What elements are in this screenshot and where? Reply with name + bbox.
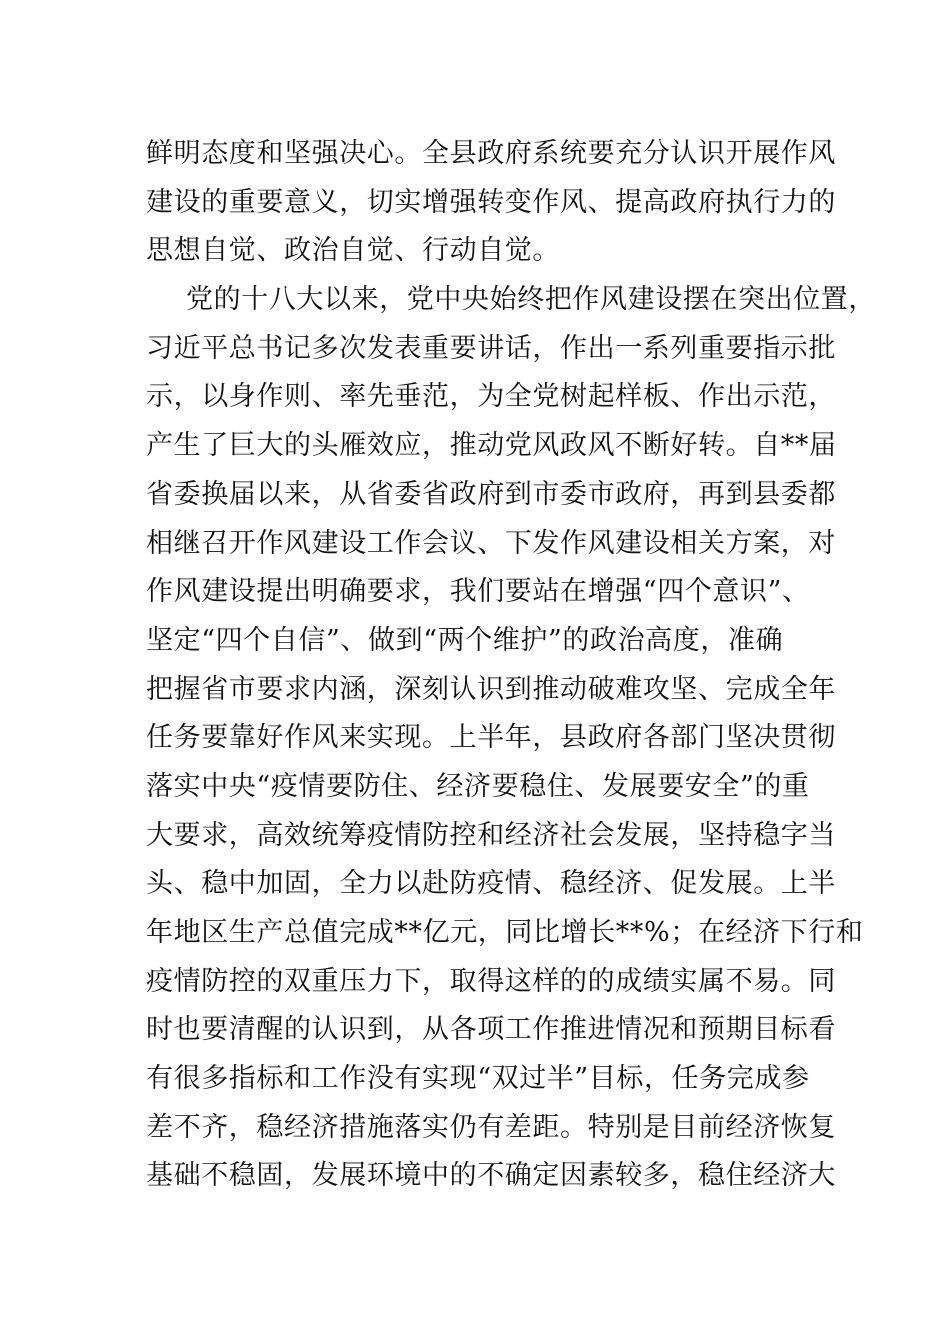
text-line: 疫情防控的双重压力下，取得这样的的成绩实属不易。同 <box>146 965 836 997</box>
text-line: 落实中央“疫情要防住、经济要稳住、发展要安全”的重 <box>146 770 810 802</box>
text-line: 思想自觉、政治自觉、行动自觉。 <box>146 235 560 267</box>
text-line: 产生了巨大的头雁效应，推动党风政风不断好转。自**届 <box>146 430 837 462</box>
text-line: 省委换届以来，从省委省政府到市委市政府，再到县委都 <box>146 478 836 510</box>
text-line: 基础不稳固，发展环境中的不确定因素较多，稳住经济大 <box>146 1160 836 1192</box>
text-line: 年地区生产总值完成**亿元，同比增长**%；在经济下行和 <box>146 917 864 948</box>
body-text <box>146 130 876 1201</box>
text-line: 坚定“四个自信”、做到“两个维护”的政治高度，准确 <box>146 624 784 656</box>
text-line: 时也要清醒的认识到，从各项工作推进情况和预期目标看 <box>146 1014 836 1046</box>
text-line: 示，以身作则、率先垂范，为全党树起样板、作出示范， <box>146 381 836 413</box>
text-line: 有很多指标和工作没有实现“双过半”目标，任务完成参 <box>146 1063 810 1095</box>
text-line: 任务要靠好作风来实现。上半年，县政府各部门坚决贯彻 <box>146 722 836 754</box>
paragraph-start-line: 党的十八大以来，党中央始终把作风建设摆在突出位置， <box>186 284 876 316</box>
text-line: 习近平总书记多次发表重要讲话，作出一系列重要指示批 <box>146 332 836 364</box>
text-line: 相继召开作风建设工作会议、下发作风建设相关方案，对 <box>146 527 836 559</box>
text-line: 建设的重要意义，切实增强转变作风、提高政府执行力的 <box>146 186 836 218</box>
text-line: 头、稳中加固，全力以赴防疫情、稳经济、促发展。上半 <box>146 868 836 900</box>
text-line: 作风建设提出明确要求，我们要站在增强“四个意识”、 <box>146 576 810 608</box>
text-line: 差不齐，稳经济措施落实仍有差距。特别是目前经济恢复 <box>146 1111 836 1143</box>
text-line: 把握省市要求内涵，深刻认识到推动破难攻坚、完成全年 <box>146 673 836 705</box>
text-line: 大要求，高效统筹疫情防控和经济社会发展，坚持稳字当 <box>146 819 836 851</box>
text-line: 鲜明态度和坚强决心。全县政府系统要充分认识开展作风 <box>146 138 836 169</box>
